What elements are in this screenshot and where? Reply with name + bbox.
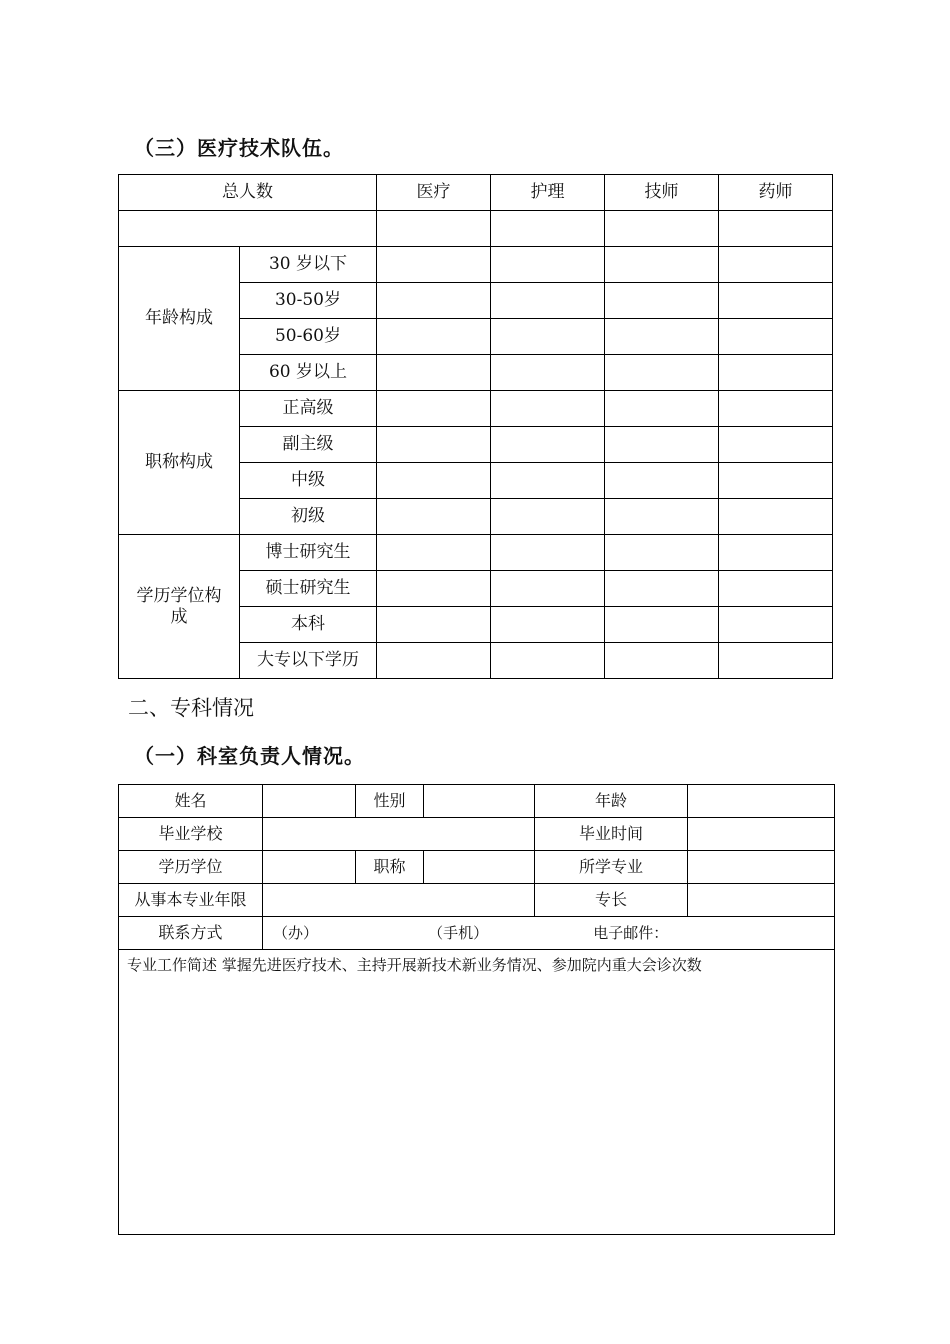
row-label: 初级	[240, 499, 377, 535]
input-cell[interactable]	[719, 391, 833, 427]
input-cell[interactable]	[377, 643, 491, 679]
group-label-line: 成	[170, 606, 188, 627]
school-label: 毕业学校	[119, 818, 263, 851]
row-label: 正高级	[240, 391, 377, 427]
years-label: 从事本专业年限	[119, 884, 263, 917]
years-field[interactable]	[263, 884, 535, 917]
input-cell[interactable]	[377, 535, 491, 571]
input-cell[interactable]	[719, 571, 833, 607]
department-head-table	[118, 784, 835, 1235]
row-label: 副主级	[240, 427, 377, 463]
name-field[interactable]	[263, 785, 356, 818]
input-cell[interactable]	[491, 283, 605, 319]
degree-field[interactable]	[263, 851, 356, 884]
header-medical: 医疗	[377, 175, 491, 211]
input-cell[interactable]	[719, 607, 833, 643]
input-cell[interactable]	[719, 535, 833, 571]
input-cell[interactable]	[605, 283, 719, 319]
input-cell[interactable]	[491, 499, 605, 535]
table-row	[119, 884, 835, 917]
total-row	[119, 211, 833, 247]
row-label: 50-60岁	[240, 319, 377, 355]
row-label: 硕士研究生	[240, 571, 377, 607]
input-cell[interactable]	[491, 319, 605, 355]
gender-label: 性别	[356, 785, 424, 818]
input-cell[interactable]	[719, 247, 833, 283]
contact-field[interactable]	[263, 917, 835, 950]
age-label: 年龄	[535, 785, 688, 818]
title-field[interactable]	[424, 851, 535, 884]
group-label-line: 学历学位构	[136, 586, 222, 607]
grad-time-field[interactable]	[688, 818, 835, 851]
header-total: 总人数	[119, 175, 377, 211]
input-cell[interactable]	[377, 499, 491, 535]
mobile-phone-label: （手机）	[428, 924, 489, 943]
input-cell[interactable]	[605, 499, 719, 535]
name-label: 姓名	[119, 785, 263, 818]
input-cell[interactable]	[377, 463, 491, 499]
input-cell[interactable]	[605, 571, 719, 607]
table-row	[119, 917, 835, 950]
total-count-cell[interactable]	[119, 211, 377, 247]
input-cell[interactable]	[605, 247, 719, 283]
table-row	[119, 950, 835, 1235]
input-cell[interactable]	[491, 607, 605, 643]
input-cell[interactable]	[377, 247, 491, 283]
input-cell[interactable]	[377, 427, 491, 463]
row-label: 30 岁以下	[240, 247, 377, 283]
row-label: 中级	[240, 463, 377, 499]
pharmacist-count-cell[interactable]	[719, 211, 833, 247]
row-label: 本科	[240, 607, 377, 643]
table-header-row	[119, 175, 833, 211]
input-cell[interactable]	[491, 571, 605, 607]
row-label: 大专以下学历	[240, 643, 377, 679]
row-label: 博士研究生	[240, 535, 377, 571]
nursing-count-cell[interactable]	[491, 211, 605, 247]
input-cell[interactable]	[605, 607, 719, 643]
input-cell[interactable]	[719, 355, 833, 391]
input-cell[interactable]	[605, 463, 719, 499]
input-cell[interactable]	[719, 427, 833, 463]
input-cell[interactable]	[605, 391, 719, 427]
school-field[interactable]	[263, 818, 535, 851]
medical-count-cell[interactable]	[377, 211, 491, 247]
input-cell[interactable]	[719, 643, 833, 679]
input-cell[interactable]	[491, 355, 605, 391]
input-cell[interactable]	[719, 319, 833, 355]
table-row	[119, 247, 833, 283]
table-row	[119, 851, 835, 884]
header-nursing: 护理	[491, 175, 605, 211]
input-cell[interactable]	[491, 391, 605, 427]
group-label-education	[119, 535, 240, 679]
input-cell[interactable]	[605, 427, 719, 463]
title-label: 职称	[356, 851, 424, 884]
input-cell[interactable]	[377, 319, 491, 355]
row-label: 60 岁以上	[240, 355, 377, 391]
input-cell[interactable]	[605, 643, 719, 679]
work-summary-field[interactable]: 专业工作简述 掌握先进医疗技术、主持开展新技术新业务情况、参加院内重大会诊次数	[119, 950, 835, 1235]
input-cell[interactable]	[719, 283, 833, 319]
major-field[interactable]	[688, 851, 835, 884]
input-cell[interactable]	[605, 535, 719, 571]
input-cell[interactable]	[377, 607, 491, 643]
major-label: 所学专业	[535, 851, 688, 884]
section-title-medical-team: （三）医疗技术队伍。	[134, 136, 344, 160]
gender-field[interactable]	[424, 785, 535, 818]
input-cell[interactable]	[605, 319, 719, 355]
input-cell[interactable]	[491, 247, 605, 283]
input-cell[interactable]	[491, 643, 605, 679]
table-row	[119, 818, 835, 851]
grad-time-label: 毕业时间	[535, 818, 688, 851]
header-technician: 技师	[605, 175, 719, 211]
group-label-age: 年龄构成	[119, 247, 240, 391]
email-label: 电子邮件：	[593, 924, 669, 943]
input-cell[interactable]	[377, 283, 491, 319]
table-row	[119, 391, 833, 427]
input-cell[interactable]	[491, 463, 605, 499]
specialty-label: 专长	[535, 884, 688, 917]
age-field[interactable]	[688, 785, 835, 818]
specialty-field[interactable]	[688, 884, 835, 917]
section-title-department-head: （一）科室负责人情况。	[134, 744, 365, 768]
input-cell[interactable]	[491, 427, 605, 463]
table-row	[119, 535, 833, 571]
input-cell[interactable]	[377, 571, 491, 607]
input-cell[interactable]	[719, 463, 833, 499]
contact-label: 联系方式	[119, 917, 263, 950]
row-label: 30-50岁	[240, 283, 377, 319]
input-cell[interactable]	[377, 391, 491, 427]
input-cell[interactable]	[605, 355, 719, 391]
degree-label: 学历学位	[119, 851, 263, 884]
input-cell[interactable]	[491, 535, 605, 571]
input-cell[interactable]	[719, 499, 833, 535]
office-phone-label: （办）	[273, 924, 319, 943]
section-title-specialty: 二、专科情况	[128, 696, 254, 720]
medical-team-table	[118, 174, 833, 679]
table-row	[119, 785, 835, 818]
technician-count-cell[interactable]	[605, 211, 719, 247]
input-cell[interactable]	[377, 355, 491, 391]
group-label-title: 职称构成	[119, 391, 240, 535]
header-pharmacist: 药师	[719, 175, 833, 211]
